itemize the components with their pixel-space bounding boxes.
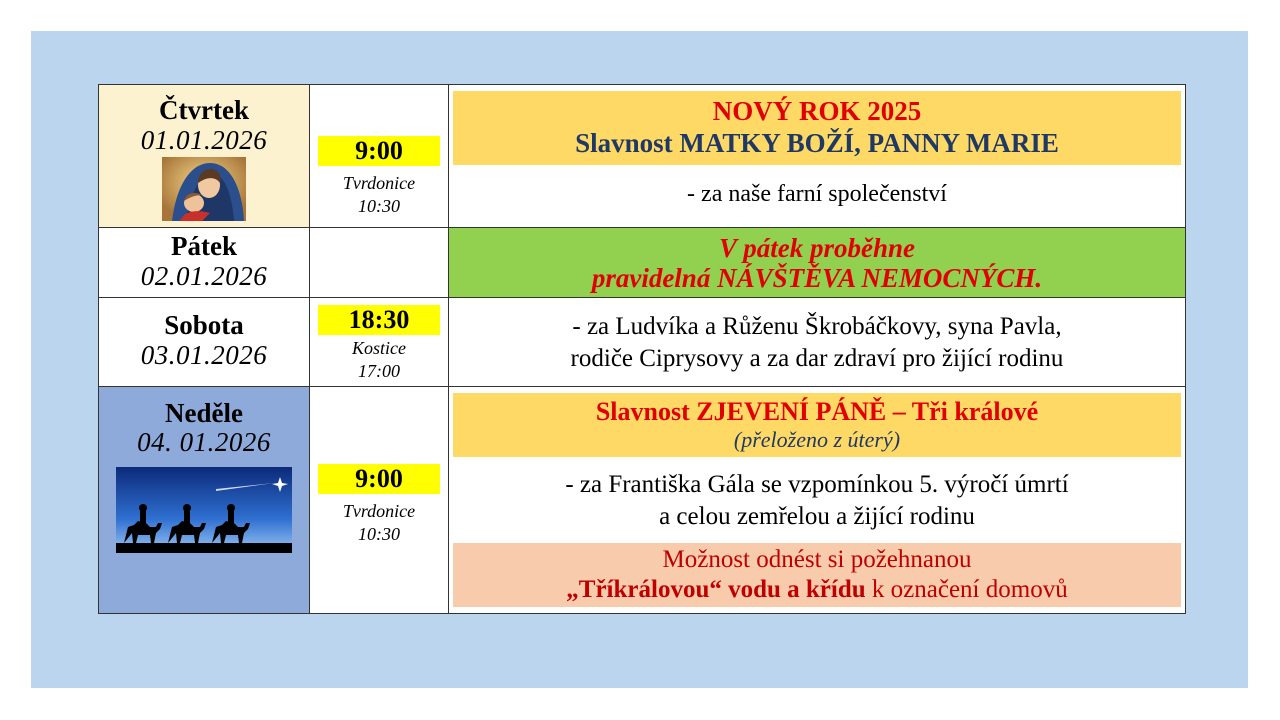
event-title: Slavnost ZJEVENÍ PÁNĚ – Tři králové bbox=[595, 397, 1039, 426]
intention-line-2: rodiče Ciprysovy a za dar zdraví pro žijící rodinu bbox=[570, 345, 1064, 372]
day-name: Neděle bbox=[165, 398, 243, 428]
time-cell-thursday bbox=[310, 85, 449, 228]
day-name: Pátek bbox=[171, 231, 237, 261]
mass-time: 18:30 bbox=[318, 305, 440, 335]
alt-mass-place: Tvrdonice bbox=[342, 173, 416, 193]
blessing-note-band bbox=[453, 543, 1181, 607]
event-cell-sunday bbox=[449, 387, 1186, 614]
mass-intention bbox=[453, 469, 1181, 533]
notice-line-2: pravidelná NÁVŠTĚVA NEMOCNÝCH. bbox=[591, 263, 1043, 293]
day-name: Čtvrtek bbox=[159, 95, 249, 125]
event-cell-saturday bbox=[449, 298, 1186, 387]
alt-mass-time: 10:30 bbox=[358, 196, 400, 216]
mass-time: 9:00 bbox=[318, 136, 440, 166]
madonna-icon bbox=[162, 157, 246, 221]
day-date: 04. 01.2026 bbox=[137, 427, 271, 457]
day-date: 01.01.2026 bbox=[140, 125, 268, 155]
mass-time: 9:00 bbox=[318, 464, 440, 494]
note-line-1: Možnost odnést si požehnanou bbox=[662, 546, 972, 573]
event-subtitle: (přeloženo z úterý) bbox=[733, 427, 901, 452]
schedule-row-saturday bbox=[99, 298, 1186, 387]
day-name: Sobota bbox=[164, 310, 244, 340]
event-cell-thursday bbox=[449, 85, 1186, 228]
day-cell-saturday bbox=[99, 298, 310, 387]
alt-mass-time: 10:30 bbox=[358, 524, 400, 544]
day-cell-sunday bbox=[99, 387, 310, 614]
notice-line-1: V pátek proběhne bbox=[718, 233, 915, 263]
day-date: 03.01.2026 bbox=[140, 340, 268, 370]
event-cell-friday bbox=[449, 228, 1186, 298]
three-kings-icon bbox=[116, 467, 292, 553]
note-rest-text: k označení domovů bbox=[865, 576, 1068, 603]
time-cell-saturday bbox=[310, 298, 449, 387]
alt-mass-time: 17:00 bbox=[358, 361, 400, 381]
intention-line-2: a celou zemřelou a žijící rodinu bbox=[659, 503, 975, 530]
mass-schedule-table bbox=[98, 84, 1186, 614]
schedule-row-thursday bbox=[99, 85, 1186, 228]
time-cell-friday bbox=[310, 228, 449, 298]
alt-mass-place: Kostice bbox=[352, 338, 406, 358]
day-cell-friday bbox=[99, 228, 310, 298]
intention-line-1: - za Ludvíka a Růženu Škrobáčkovy, syna Pavla, bbox=[572, 313, 1062, 340]
mass-intention: - za naše farní společenství bbox=[687, 181, 947, 207]
time-cell-sunday bbox=[310, 387, 449, 614]
schedule-row-sunday bbox=[99, 387, 1186, 614]
event-title: NOVÝ ROK 2025 bbox=[712, 96, 922, 126]
note-line-2 bbox=[453, 575, 1181, 605]
note-bold-text: „Tříkrálovou“ vodu a křídu bbox=[566, 576, 866, 603]
event-subtitle: Slavnost MATKY BOŽÍ, PANNY MARIE bbox=[575, 128, 1059, 158]
schedule-row-friday bbox=[99, 228, 1186, 298]
event-title-band bbox=[453, 393, 1181, 457]
event-title-band bbox=[453, 91, 1181, 165]
day-date: 02.01.2026 bbox=[140, 261, 268, 291]
day-cell-thursday bbox=[99, 85, 310, 228]
intention-line-1: - za Františka Gála se vzpomínkou 5. výročí úmrtí bbox=[565, 471, 1069, 498]
alt-mass-place: Tvrdonice bbox=[342, 501, 416, 521]
